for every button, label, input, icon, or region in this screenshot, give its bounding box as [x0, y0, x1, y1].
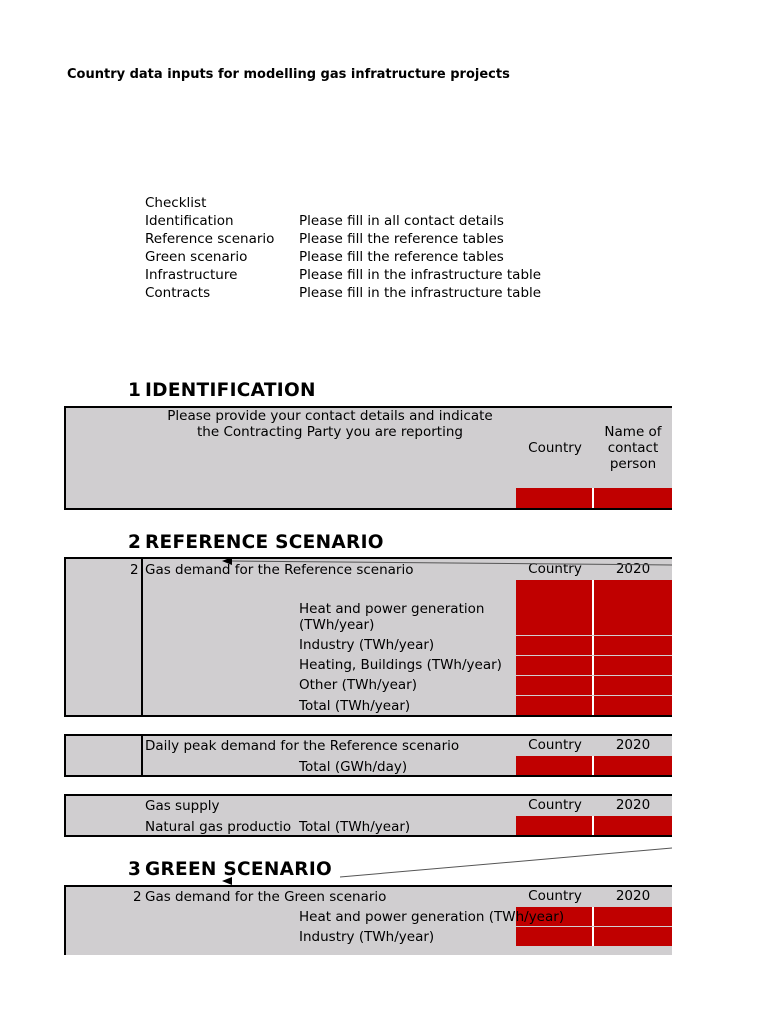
- reference-supply-sub-label: Natural gas productio: [145, 819, 292, 835]
- green-demand-row: Industry (TWh/year): [299, 929, 435, 945]
- reference-peak-total-label: Total (GWh/day): [299, 759, 408, 775]
- ref-supply-2020-input[interactable]: [594, 816, 672, 835]
- section-2-heading: REFERENCE SCENARIO: [145, 532, 384, 553]
- reference-demand-label: Gas demand for the Reference scenario: [145, 562, 414, 578]
- reference-demand-row: Industry (TWh/year): [299, 637, 435, 653]
- ref-industry-country-input[interactable]: [516, 636, 594, 655]
- ref-industry-2020-input[interactable]: [594, 636, 672, 655]
- identification-col-name-2: contact: [607, 440, 659, 456]
- green-demand-row: Heat and power generation (TWh/year): [299, 909, 565, 925]
- ref-heat-country-input[interactable]: [516, 580, 594, 635]
- green-heat-2020-input[interactable]: [594, 907, 672, 926]
- identification-intro-line2: the Contracting Party you are reporting: [197, 424, 463, 440]
- checklist-item-infrastructure: Infrastructure: [145, 267, 238, 283]
- reference-demand-col-year: 2020: [615, 561, 651, 577]
- reference-supply-col-country: Country: [528, 797, 582, 813]
- checklist-item-contracts: Contracts: [145, 285, 211, 301]
- green-demand-col-year: 2020: [615, 888, 651, 904]
- ref-heating-2020-input[interactable]: [594, 656, 672, 675]
- identification-col-name-3: person: [609, 456, 657, 472]
- section-1-heading: IDENTIFICATION: [145, 380, 316, 401]
- ref-other-2020-input[interactable]: [594, 676, 672, 695]
- reference-demand-row: Other (TWh/year): [299, 677, 417, 693]
- checklist-item-green: Green scenario: [145, 249, 248, 265]
- identification-intro-line1: Please provide your contact details and indicate: [167, 408, 493, 424]
- reference-peak-col-country: Country: [528, 737, 582, 753]
- ref-total-country-input[interactable]: [516, 696, 594, 715]
- reference-demand-row: Heat and power generation: [299, 601, 485, 617]
- ref-other-country-input[interactable]: [516, 676, 594, 695]
- reference-peak-col-year: 2020: [615, 737, 651, 753]
- page-title: Country data inputs for modelling gas infratructure projects: [67, 67, 510, 82]
- checklist-item-reference: Reference scenario: [145, 231, 275, 247]
- green-demand-row-number: 2: [133, 889, 142, 905]
- checklist-note: Please fill the reference tables: [299, 231, 504, 247]
- ref-heat-2020-input[interactable]: [594, 580, 672, 635]
- green-demand-label: Gas demand for the Green scenario: [145, 889, 387, 905]
- ref-supply-country-input[interactable]: [516, 816, 594, 835]
- checklist-note: Please fill in all contact details: [299, 213, 504, 229]
- checklist-heading: Checklist: [145, 195, 207, 211]
- ref-total-2020-input[interactable]: [594, 696, 672, 715]
- checklist-item-identification: Identification: [145, 213, 234, 229]
- checklist-note: Please fill in the infrastructure table: [299, 285, 542, 301]
- reference-demand-col-country: Country: [528, 561, 582, 577]
- identification-col-name-1: Name of: [604, 424, 662, 440]
- reference-supply-col-year: 2020: [615, 797, 651, 813]
- reference-supply-label: Gas supply: [145, 798, 220, 814]
- ref-heating-country-input[interactable]: [516, 656, 594, 675]
- section-3-number: 3: [128, 859, 142, 880]
- reference-demand-row: Total (TWh/year): [299, 698, 411, 714]
- reference-demand-row: Heating, Buildings (TWh/year): [299, 657, 502, 673]
- green-industry-2020-input[interactable]: [594, 927, 672, 946]
- section-1-number: 1: [128, 380, 142, 401]
- column-divider: [141, 734, 143, 777]
- green-industry-country-input[interactable]: [516, 927, 594, 946]
- identification-col-country: Country: [528, 440, 582, 456]
- ref-peak-country-input[interactable]: [516, 756, 594, 775]
- reference-supply-total-label: Total (TWh/year): [299, 819, 411, 835]
- ref-peak-2020-input[interactable]: [594, 756, 672, 775]
- section-3-heading: GREEN SCENARIO: [145, 859, 333, 880]
- reference-demand-row-number: 2: [130, 562, 139, 578]
- reference-peak-label: Daily peak demand for the Reference scenario: [145, 738, 460, 754]
- section-2-number: 2: [128, 532, 142, 553]
- green-demand-col-country: Country: [528, 888, 582, 904]
- checklist-note: Please fill the reference tables: [299, 249, 504, 265]
- reference-demand-row: (TWh/year): [299, 617, 375, 633]
- checklist-note: Please fill in the infrastructure table: [299, 267, 542, 283]
